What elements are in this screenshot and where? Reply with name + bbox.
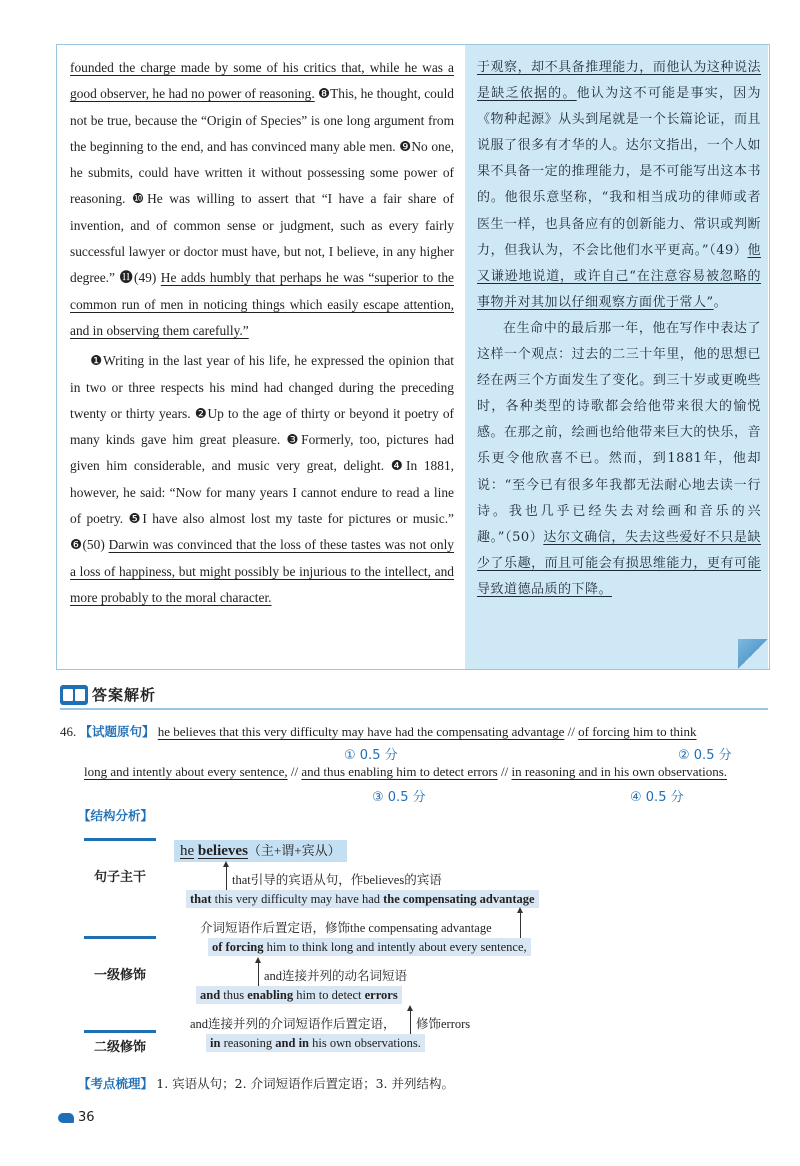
object-clause: [186, 892, 539, 907]
score-4: ④ 0.5 分: [630, 790, 684, 805]
note-2: 介词短语作后置定语，修饰the compensating advantage: [200, 921, 492, 935]
page-marker-icon: [58, 1113, 74, 1123]
question-46-line: [60, 722, 697, 740]
arrow-up: [258, 962, 259, 986]
cn2-segment-1: 达尔文确信，失去这些爱好不只是缺少了乐趣，而且可能会有损思维能力，更有可能导致道德品质的下降。: [477, 529, 761, 597]
chinese-para-1: [477, 55, 761, 316]
question-number: 46.: [60, 724, 77, 739]
separator: //: [567, 724, 575, 739]
in-word: in: [210, 1036, 221, 1050]
chinese-para-2: [477, 316, 761, 603]
label-bar: [84, 1030, 156, 1033]
chinese-translation-panel: [465, 45, 768, 669]
label-bar: [84, 936, 156, 939]
key-points-tag: 【考点梳理】: [78, 1076, 154, 1091]
en1-segment-0: founded the charge made by some of his critics that, while he was a good observer, he had no power of reasoning.: [70, 60, 454, 102]
segment-5: in reasoning and in his own observations.: [511, 764, 728, 779]
and-word: and: [200, 988, 221, 1002]
divider: [60, 708, 768, 710]
english-para-2: [70, 348, 454, 611]
main-note: （主+谓+宾从）: [247, 843, 341, 858]
en1-segment-2: He adds humbly that perhaps he was “superior to the common run of men in noticing things which easily escape attention, and in observing them carefully.”: [70, 270, 454, 338]
en1-segment-1: ❽This, he thought, could not be true, because the “Origin of Species” is one long argument from the beginning to the end, and has convinced many able men. ❾No one, he submits, could have written it without possessing some power of reasoning. ❿He was willing to assert that “I have a fair share of invention, and of common sense or judgment, such as every fairly successful lawyer or doctor must have, but not, I believe, in any higher degree.” ⓫(49): [70, 86, 454, 286]
arrow-up: [226, 866, 227, 890]
segment-2: of forcing him to think: [578, 724, 697, 739]
and-in: and in: [275, 1036, 310, 1050]
thus-word: thus: [220, 988, 248, 1002]
score-2: ② 0.5 分: [678, 748, 732, 763]
clause-end: the compensating advantage: [383, 892, 535, 906]
gerund-phrase-2: [196, 988, 402, 1003]
english-para-1: [70, 55, 454, 344]
page-curl-icon: [738, 639, 768, 669]
note-1: that引导的宾语从句，作believes的宾语: [232, 873, 442, 887]
page-number: [58, 1110, 95, 1125]
prep-phrase: [206, 1036, 425, 1051]
cn2-segment-0: 在生命中的最后那一年，他在写作中表达了这样一个观点：过去的二三十年里，他的思想已经在两三个方面发生了变化。到三十岁或更晚些时，各种类型的诗歌都会给他带来很大的愉悦感。在那之前，绘画也给他带来巨大的快乐，音乐更令他欣喜不已。然而，到1881年，他却说：“至今已有很多年我都无法耐心地去读一行诗。我也几乎已经失去对绘画和音乐的兴趣。”（50）: [477, 320, 761, 545]
segment-3: long and intently about every sentence,: [84, 764, 288, 779]
chinese-text: [477, 55, 761, 603]
subject: he: [180, 843, 195, 859]
enabling-word: enabling: [247, 988, 294, 1002]
of-forcing: of forcing: [212, 940, 264, 954]
en2-segment-1: Darwin was convinced that the loss of these tastes was not only a loss of happiness, but might possibly be injurious to the intellect, and more probably to the moral character.: [70, 537, 454, 605]
in-end: his own observations.: [309, 1036, 421, 1050]
key-points: [78, 1074, 454, 1092]
main-clause: [174, 840, 347, 860]
cn1-segment-1: 他认为这不可能是事实，因为《物种起源》从头到尾就是一个长篇论证，而且说服了很多有才华的人。达尔文指出，一个人如果不具备一定的推理能力，是不可能写出这本书的。他很乐意坚称，“我和相当成功的律师或者医生一样，也具备应有的创新能力、常识或判断力，但我认为，不会比他们水平更高。”（49）: [477, 86, 761, 258]
answer-title: 答案解析: [92, 686, 157, 704]
key-points-text: 1. 宾语从句；2. 介词短语作后置定语；3. 并列结构。: [156, 1076, 454, 1091]
enabling-rest: him to detect: [293, 988, 365, 1002]
page-number-text: 36: [78, 1110, 95, 1125]
separator: //: [290, 764, 299, 779]
score-1: ① 0.5 分: [344, 748, 398, 763]
english-text: [70, 55, 454, 611]
cn1-segment-2: 他又谦逊地说道，或许自己“在注意容易被忽略的事物并对其加以仔细观察方面优于常人”: [477, 242, 761, 310]
that-word: that: [190, 892, 212, 906]
errors-word: errors: [364, 988, 398, 1002]
segment-4: and thus enabling him to detect errors: [301, 764, 498, 779]
book-icon: [60, 685, 88, 705]
verb: believes: [197, 843, 248, 859]
label-main: 句子主干: [93, 870, 146, 885]
in-mid: reasoning: [220, 1036, 276, 1050]
label-bar: [84, 838, 156, 841]
note-3: and连接并列的动名词短语: [264, 969, 408, 983]
gerund-phrase-1: [208, 940, 531, 955]
passage-box: [56, 44, 770, 670]
separator: //: [500, 764, 509, 779]
cn1-segment-0: 于观察，却不具备推理能力，而他认为这种说法是缺乏依据的。: [477, 60, 761, 102]
original-sentence-tag: 【试题原句】: [79, 724, 155, 739]
clause-mid: this very difficulty may have had: [211, 892, 384, 906]
score-3: ③ 0.5 分: [372, 790, 426, 805]
of-rest: him to think long and intently about every sentence,: [263, 940, 527, 954]
label-second: 二级修饰: [93, 1040, 146, 1055]
structure-analysis-tag: 【结构分析】: [78, 808, 154, 823]
arrow-up: [520, 912, 521, 938]
arrow-up: [410, 1010, 411, 1036]
question-46-line-2: [84, 764, 727, 780]
en2-segment-0: ❶Writing in the last year of his life, he expressed the opinion that in two or three respects his mind had changed during the preceding twenty or thirty years. ❷Up to the age of thirty or beyond it poetry of many kinds gave him great pleasure. ❸Formerly, too, pictures had given him considerable, and music very great, delight. ❹In 1881, however, he said: “Now for many years I cannot endure to read a line of poetry. ❺I have also almost lost my taste for pictures or music.” ❻(50): [70, 353, 454, 553]
note-5: 修饰errors: [416, 1017, 471, 1031]
note-4: and连接并列的介词短语作后置定语，: [190, 1017, 396, 1031]
label-first: 一级修饰: [93, 968, 146, 983]
cn1-segment-3: 。: [713, 294, 728, 310]
segment-1: he believes that this very difficulty may have had the compensating advantage: [157, 724, 565, 739]
answer-header: [60, 684, 156, 705]
